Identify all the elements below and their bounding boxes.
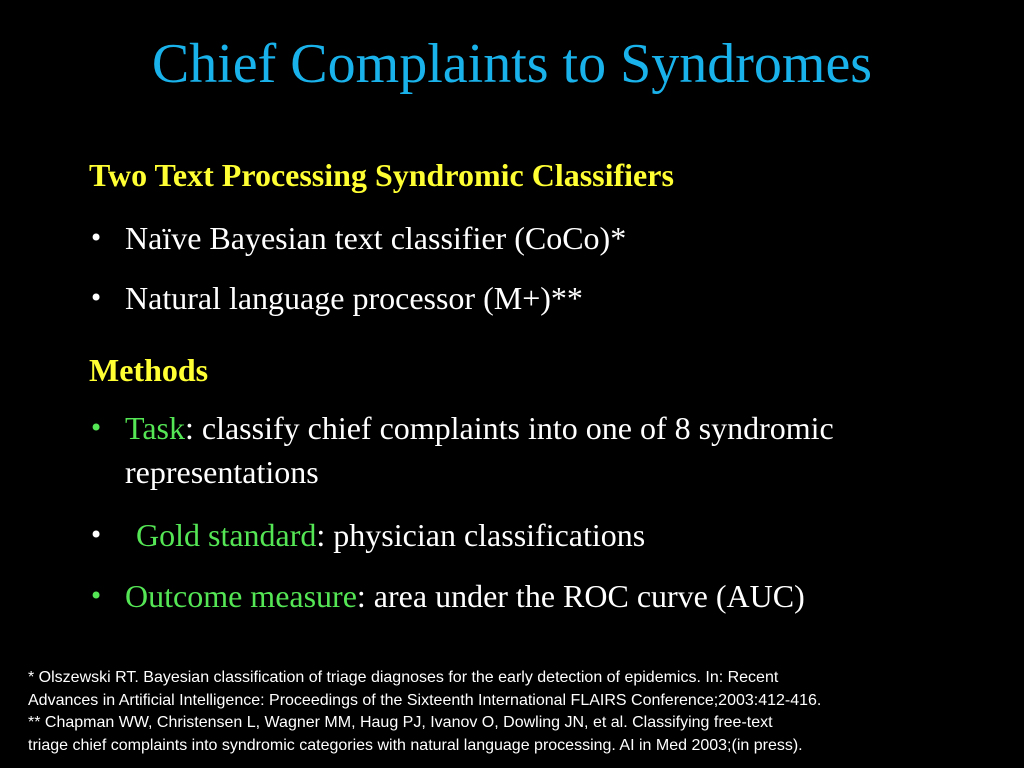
footnote-line: Advances in Artificial Intelligence: Proceedings of the Sixteenth International FLAIRS Conference;2003:412-416.: [28, 691, 822, 709]
bullet-icon: •: [89, 582, 104, 610]
footnotes: [28, 667, 1018, 757]
bullet-icon: •: [89, 284, 104, 312]
section-heading-classifiers: Two Text Processing Syndromic Classifiers: [89, 157, 674, 193]
bullet-description: : area under the ROC curve (AUC): [356, 578, 805, 614]
bullet-icon: •: [89, 224, 104, 252]
bullet-text: [136, 513, 1024, 557]
bullet-icon: •: [89, 521, 104, 549]
footnote-line: * Olszewski RT. Bayesian classification of triage diagnoses for the early detection of epidemics. In: Recent: [28, 669, 779, 686]
footnote-line: triage chief complaints into syndromic categories with natural language processing. AI in Med 2003;(in press).: [28, 736, 803, 754]
bullet-term: Gold standard: [136, 517, 317, 553]
bullet-text: [125, 574, 1015, 618]
bullet-description: : classify chief complaints into one of 8 syndromic representations: [125, 410, 834, 490]
section-heading-methods: Methods: [89, 352, 209, 388]
bullet-text: Naïve Bayesian text classifier (CoCo)*: [125, 220, 627, 256]
bullet-icon: •: [89, 414, 104, 442]
bullet-text: [125, 406, 1015, 494]
bullet-term: Task: [125, 410, 185, 446]
slide-title: Chief Complaints to Syndromes: [151, 33, 873, 95]
footnote-line: ** Chapman WW, Christensen L, Wagner MM, Haug PJ, Ivanov O, Dowling JN, et al. Classifying free-text: [28, 714, 773, 731]
bullet-text: Natural language processor (M+)**: [125, 280, 583, 316]
bullet-description: : physician classifications: [316, 517, 646, 553]
bullet-term: Outcome measure: [125, 578, 357, 614]
